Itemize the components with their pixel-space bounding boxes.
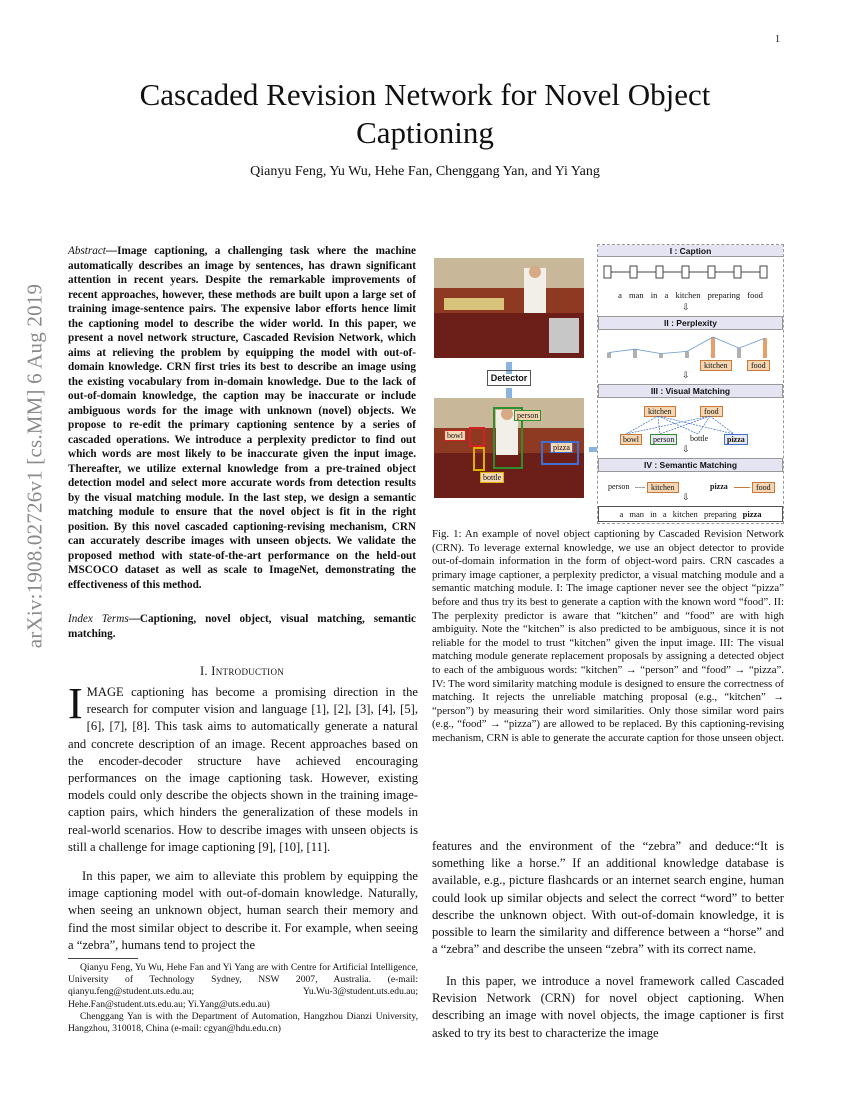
arxiv-id: arXiv:1908.02726v1 [cs.MM] 6 Aug 2019 [22, 283, 47, 649]
caption-word: a [664, 290, 669, 300]
detection-label-bowl: bowl [444, 430, 466, 441]
perplexity-word-kitchen: kitchen [700, 360, 732, 371]
perplexity-bar [711, 337, 715, 358]
perplexity-bar [685, 351, 689, 358]
abstract-label: Abstract [68, 245, 106, 257]
visual-candidate-person: person [650, 434, 677, 445]
author-list: Qianyu Feng, Yu Wu, Hehe Fan, Chenggang Yan, and Yi Yang [250, 164, 600, 179]
perplexity-bar [763, 338, 767, 358]
accept-arrow [734, 487, 750, 488]
detection-label-bottle: bottle [480, 472, 504, 483]
visual-word-food: food [700, 406, 723, 417]
page-number: 1 [775, 34, 780, 45]
primary-caption [598, 290, 783, 300]
footnote-rule [68, 958, 138, 959]
perplexity-chart [598, 334, 783, 360]
semantic-word-person: person [608, 482, 630, 491]
footnote [68, 962, 418, 1035]
visual-candidate-bowl: bowl [620, 434, 642, 445]
perplexity-bar [633, 349, 637, 358]
final-word: in [650, 509, 657, 519]
index-terms [68, 612, 416, 641]
stage-visual-title: III : Visual Matching [598, 384, 783, 398]
kitchen-photo-top [434, 258, 584, 358]
matching-lines [598, 416, 783, 434]
reject-arrow [635, 487, 645, 488]
final-word: kitchen [672, 509, 698, 519]
lstm-chain [598, 260, 783, 288]
section-title: Introduction [211, 664, 285, 678]
figure-caption: Fig. 1: An example of novel object captioning by Cascaded Revision Network (CRN). To leverage external knowledge, we use an object detector to provide out-of-domain information in the form of object-word pairs. CRN cascades a primary image captioner, a perplexity predictor, a visual matching module and a semantic matching module. I: The image captioner never see the object “pizza” before and thus try its best to generate a caption with the known word “food”. II: The perplexity predictor is aware that “kitchen” and “food” are with high ambiguity. Note the “kitchen” is also predicted to be ambiguous, since it is not reliable for the model to trust “kitchen” given the input image. III: The visual matching module generate replacement proposals by assigning a detected object to each of the ambiguous words: “kitchen” → “person” and “food” → “pizza”. IV: The word similarity matching module is designed to ensure the correctness of matching. It rejects the unreliable matching proposal (e.g., “kitchen” → “person”) by measuring their word similarities. Only those similar word pairs (e.g., “food” → “pizza”) are allowed to be replaced. By this captioning-revising mechanism, CRN is able to generate the accurate caption for those unseen object. [432, 528, 784, 744]
semantic-word-kitchen: kitchen [647, 482, 679, 493]
final-word: preparing [703, 509, 737, 519]
final-caption-box [598, 506, 783, 522]
stage-arrow-2: ⇩ [682, 370, 690, 380]
intro-paragraph-1-text: captioning has become a promising direction in the research for computer vision and language [1], [2], [3], [4], [5], [6], [7], [8]. This task aims to automatically generate a natural and concrete description of an image. Recent approaches based on the encoder-decoder structure have achieved encouraging performances on the image captioning task. However, existing models could only describe the objects shown in the training image-caption pairs, which hinders the generalization of these models in real-world scenarios. How to describe images with unseen objects is still a challenge for image captioning [9], [10], [11]. [68, 685, 418, 854]
final-word: a [619, 509, 624, 519]
semantic-word-pizza: pizza [710, 482, 728, 491]
detection-label-person: person [514, 410, 541, 421]
stage-arrow-3: ⇩ [682, 444, 690, 454]
final-word: a [662, 509, 667, 519]
intro-paragraph-2: In this paper, we aim to alleviate this problem by equipping the image captioning model with out-of-domain knowledge. Naturally, when seeing an unknown object, human search their memory and find the most similar object to describe it. For example, when seeing a “zebra”, humans tend to project the [68, 869, 418, 952]
visual-word-kitchen: kitchen [644, 406, 676, 417]
final-word: man [629, 509, 644, 519]
section-heading [68, 664, 416, 679]
stage-semantic-title: IV : Semantic Matching [598, 458, 783, 472]
arxiv-stamp [10, 283, 60, 649]
caption-word: food [747, 290, 763, 300]
caption-word: kitchen [675, 290, 701, 300]
caption-word: a [618, 290, 622, 300]
stage-arrow-4: ⇩ [682, 492, 690, 502]
caption-word: preparing [707, 290, 741, 300]
index-terms-text: —Captioning, novel object, visual matching, semantic matching. [68, 613, 416, 640]
perplexity-bar [659, 354, 663, 358]
abstract [68, 244, 416, 592]
intro-paragraph-1 [68, 679, 418, 856]
detector-box: Detector [487, 370, 531, 386]
stage-caption-title: I : Caption [598, 245, 783, 257]
semantic-word-food: food [752, 482, 775, 493]
perplexity-word-food: food [747, 360, 770, 371]
stage-arrow-1: ⇩ [682, 302, 690, 312]
perplexity-bar [737, 348, 741, 358]
footnote-affiliation-1: Qianyu Feng, Yu Wu, Hehe Fan and Yi Yang are with Centre for Artificial Intelligence, University of Technology Sydney, NSW 2007, Australia. (e-mail: qianyu.feng@student.uts.edu.au; Yu.Wu-3@student.uts.edu.au; Hehe.Fan@student.uts.edu.au; Yi.Yang@uts.edu.au) [68, 962, 418, 1010]
final-word-novel: pizza [742, 509, 762, 519]
visual-candidate-bottle: bottle [690, 434, 709, 443]
drop-cap-word: MAGE [86, 685, 124, 699]
paper-title: Cascaded Revision Network for Novel Object Captioning [139, 77, 711, 150]
section-number: I. [199, 664, 208, 678]
perplexity-line [609, 337, 765, 354]
right-paragraph-2: In this paper, we introduce a novel framework called Cascaded Revision Network (CRN) for novel object captioning. When describing an image with novel objects, the image captioner is first asked to try its best to characterize the image [432, 974, 784, 1040]
drop-cap: I [68, 679, 83, 728]
perplexity-bar [607, 353, 611, 359]
visual-candidate-pizza: pizza [724, 434, 748, 445]
abstract-text: —Image captioning, a challenging task where the machine automatically describes an image by sentences, has drawn significant attention in recent years. Despite the remarkable improvements of recent approaches, however, these methods are built upon a large set of training image-sentence pairs. The expensive labor efforts hence limit the captioning model to describe the wider world. In this paper, we present a novel network structure, Cascaded Revision Network, which aims at relieving the problem by equipping the model with out-of-domain knowledge. CRN first tries its best to describe an image using the existing vocabulary from in-domain knowledge. Due to the lack of out-of-domain knowledge, the caption may be inaccurate or include ambiguous words for the image with unknown (novel) objects. We propose to re-edit the primary captioning sentence by a series of cascaded operations. We introduce a perplexity predictor to find out which words are most likely to be inaccurate given the input image. Thereafter, we utilize external knowledge from a pre-trained object detection model and select more accurate words from detection results by the visual matching module. In the last step, we design a semantic matching module to ensure that the novel object is fit in the right position. By this novel cascaded captioning-revising mechanism, CRN can accurately describe images with unseen objects. We validate the proposed method with state-of-the-art performance on the held-out MSCOCO dataset as well as scale to ImageNet, demonstrating the effectiveness of this method. [68, 245, 416, 591]
footnote-affiliation-2: Chenggang Yan is with the Department of Automation, Hangzhou Dianzi University, Hangzhou, 310018, China (e-mail: cgyan@hdu.edu.cn) [68, 1010, 418, 1035]
stage-perplexity-title: II : Perplexity [598, 316, 783, 330]
figure-1 [432, 244, 784, 524]
down-arrow-2 [506, 388, 512, 398]
right-paragraph-1: features and the environment of the “zebra” and deduce:“It is something like a horse.” If an additional knowledge database is available, e.g., picture flashcards or an internet search engine, human could look up similar objects and select the correct “word” to better describe the unknown object. With out-of-domain knowledge, it is possible to learn the similarity and difference between a “horse” and a “zebra” and describe the unseen “zebra” with its correct name. [432, 839, 784, 957]
caption-word: man [629, 290, 644, 300]
right-arrow [589, 447, 597, 452]
caption-word: in [650, 290, 658, 300]
detection-label-pizza: pizza [550, 442, 573, 453]
index-terms-label: Index Terms [68, 613, 129, 625]
